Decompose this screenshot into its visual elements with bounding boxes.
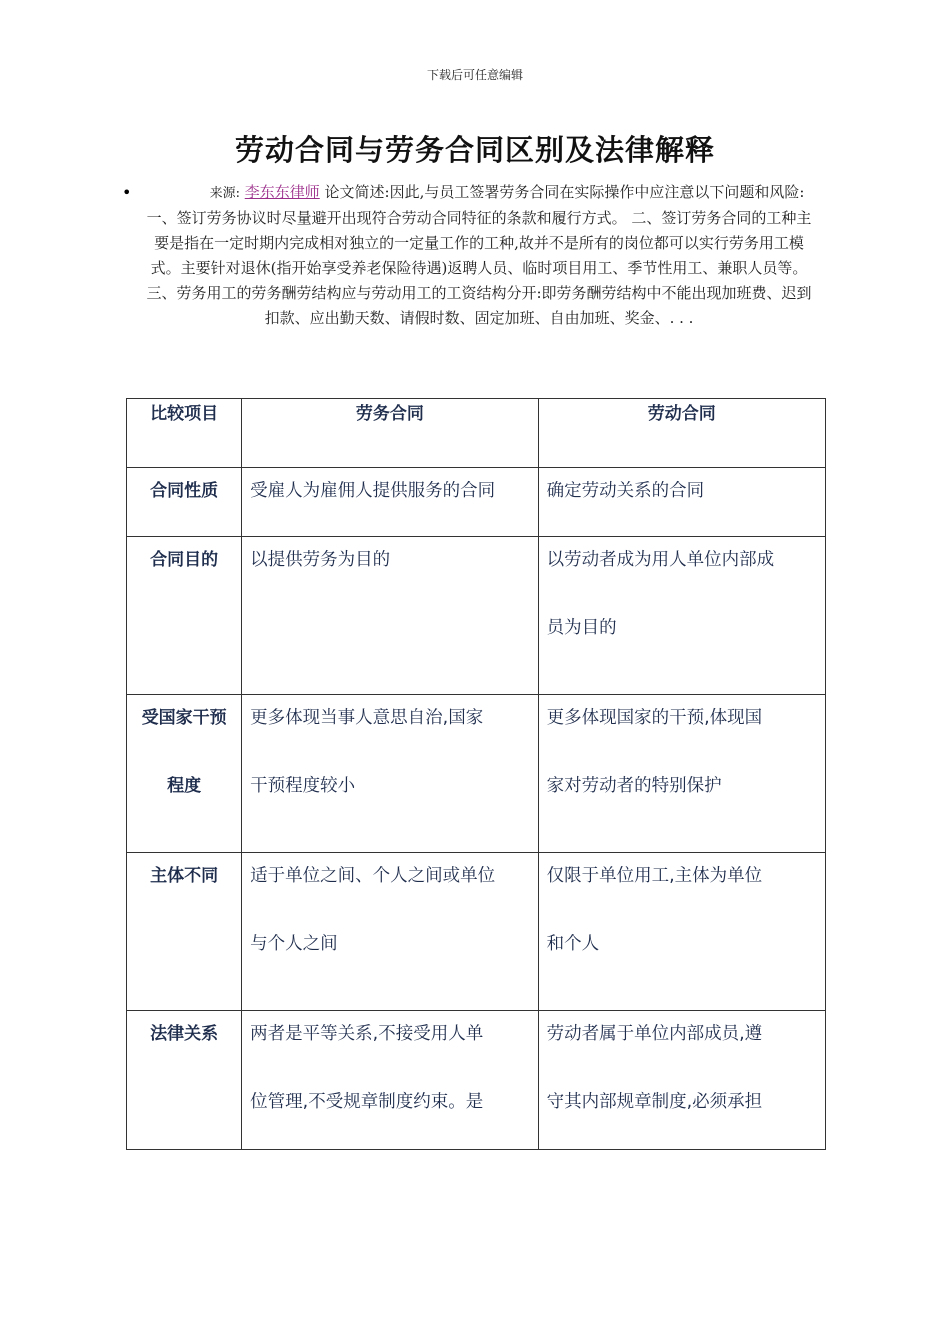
cell-labor-service: 更多体现当事人意思自治,国家 干预程度较小 <box>242 695 538 853</box>
cell-labor-service: 受雇人为雇佣人提供服务的合同 <box>242 468 538 537</box>
intro-summary: 论文简述:因此,与员工签署劳务合同在实际操作中应注意以下问题和风险: 一、签订劳务协议时尽量避开出现符合劳动合同特征的条款和履行方式。 二、签订劳务合同的工种主要是指在一定时期内完成相对独立的一定量工作的工种,故并不是所有的岗位都可以实行劳务用工模式。主要针对退休(指开始享受养老保险待遇)返聘人员、临时项目用工、季节性用工、兼职人员等。 三、劳务用工的劳务酬劳结构应与劳动用工的工资结构分开:即劳务酬劳结构中不能出现加班费、迟到扣款、应出勤天数、请假时数、固定加班、自由加班、奖金、. . . <box>146 183 812 327</box>
bullet-icon: • <box>122 183 132 202</box>
row-label: 合同目的 <box>127 537 242 695</box>
row-label: 受国家干预 程度 <box>127 695 242 853</box>
author-link[interactable]: 李东东律师 <box>244 183 320 201</box>
table-row <box>127 537 826 695</box>
header-labor: 劳动合同 <box>538 399 825 468</box>
cell-labor: 仅限于单位用工,主体为单位 和个人 <box>538 853 825 1011</box>
header-item: 比较项目 <box>127 399 242 468</box>
row-label: 法律关系 <box>127 1011 242 1150</box>
cell-labor: 更多体现国家的干预,体现国 家对劳动者的特别保护 <box>538 695 825 853</box>
page-title: 劳动合同与劳务合同区别及法律解释 <box>234 133 715 167</box>
table-row <box>127 1011 826 1150</box>
source-label: 来源: <box>209 186 240 201</box>
header-labor-service: 劳务合同 <box>242 399 538 468</box>
cell-labor: 确定劳动关系的合同 <box>538 468 825 537</box>
cell-labor-service: 两者是平等关系,不接受用人单 位管理,不受规章制度约束。是 <box>242 1011 538 1150</box>
row-label: 主体不同 <box>127 853 242 1011</box>
table-row <box>127 853 826 1011</box>
cell-labor-service: 适于单位之间、个人之间或单位 与个人之间 <box>242 853 538 1011</box>
table-row <box>127 695 826 853</box>
row-label: 合同性质 <box>127 468 242 537</box>
cell-labor: 劳动者属于单位内部成员,遵 守其内部规章制度,必须承担 <box>538 1011 825 1150</box>
cell-labor-service: 以提供劳务为目的 <box>242 537 538 695</box>
cell-labor: 以劳动者成为用人单位内部成 员为目的 <box>538 537 825 695</box>
intro-paragraph <box>146 180 812 331</box>
header-note: 下载后可任意编辑 <box>426 68 523 82</box>
comparison-table <box>126 398 826 1150</box>
